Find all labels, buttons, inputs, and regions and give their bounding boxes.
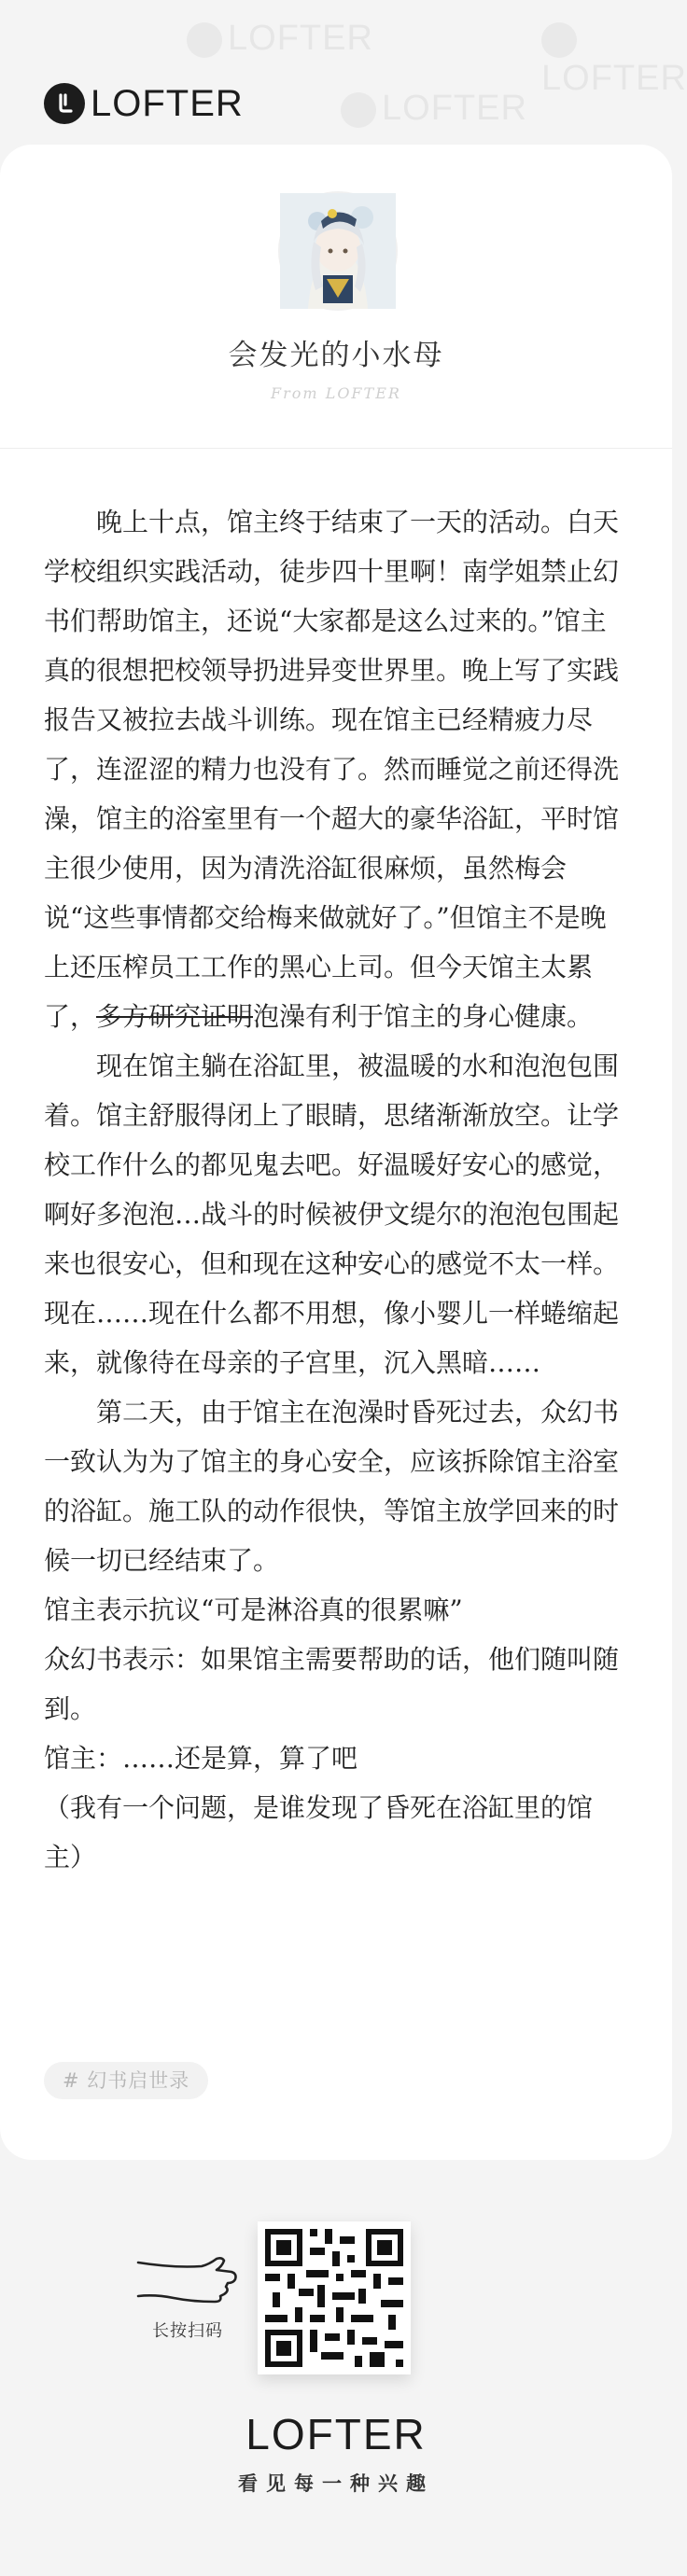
paragraph: 现在馆主躺在浴缸里，被温暖的水和泡泡包围着。馆主舒服得闭上了眼睛，思绪渐渐放空。让学校工作什么的都见鬼去吧。好温暖好安心的感觉，啊好多泡泡…战斗的时候被伊文缇尔的泡泡包围起来也很安心，但和现在这种安心的感觉不太一样。现在……现在什么都不用想，像小婴儿一样蜷缩起来，就像待在母亲的子宫里，沉入黑暗…… [44,1051,620,1378]
post-card [0,145,672,2160]
author-name[interactable]: 会发光的小水母 [228,339,444,372]
paragraph: 第二天，由于馆主在泡澡时昏死过去，众幻书一致认为为了馆主的身心安全，应该拆除馆主浴室的浴缸。施工队的动作很快，等馆主放学回来的时候一切已经结束了。 [44,1397,620,1576]
paragraph: 晚上十点，馆主终于结束了一天的活动。白天学校组织实践活动，徒步四十里啊！南学姐禁止幻书们帮助馆主，还说“大家都是这么过来的。”馆主真的很想把校领导扔进异变世界里。晚上写了实践报告又被拉去战斗训练。现在馆主已经精疲力尽了，连涩涩的精力也没有了。然而睡觉之前还得洗澡，馆主的浴室里有一个超大的豪华浴缸，平时馆主很少使用，因为清洗浴缸很麻烦，虽然梅会说“这些事情都交给梅来做就好了。”但馆主不是晚上还压榨员工工作的黑心上司。但今天馆主太累了，多方研究证明泡澡有利于馆主的身心健康。 [44,507,620,1032]
strikethrough-text: 多方研究证明 [96,1001,254,1032]
author-avatar[interactable] [278,191,398,311]
qr-code-icon[interactable] [258,2221,411,2374]
watermark-logo: LOFTER [341,89,527,129]
paragraph: 馆主：……还是算，算了吧 [44,1743,358,1774]
pointing-hand-icon [136,2255,239,2315]
article-body [44,497,623,1882]
logo-text: LOFTER [91,82,244,124]
footer-logo: LOFTER [245,2410,427,2458]
from-lofter: From LOFTER [271,384,401,402]
paragraph: （我有一个问题，是谁发现了昏死在浴缸里的馆主） [44,1792,594,1873]
lofter-logo[interactable] [44,81,244,126]
divider [0,448,672,449]
watermark-logo: LOFTER [541,19,687,99]
paragraph: 馆主表示抗议“可是淋浴真的很累嘛” [44,1594,463,1625]
press-to-scan-label: 长按扫码 [152,2321,223,2340]
slogan: 看见每一种兴趣 [238,2473,434,2495]
tag-chip[interactable]: # 幻书启世录 [44,2062,208,2099]
paragraph: 众幻书表示：如果馆主需要帮助的话，他们随叫随到。 [44,1644,620,1724]
watermark-logo: LOFTER [187,19,373,59]
lofter-logo-icon [44,83,85,124]
